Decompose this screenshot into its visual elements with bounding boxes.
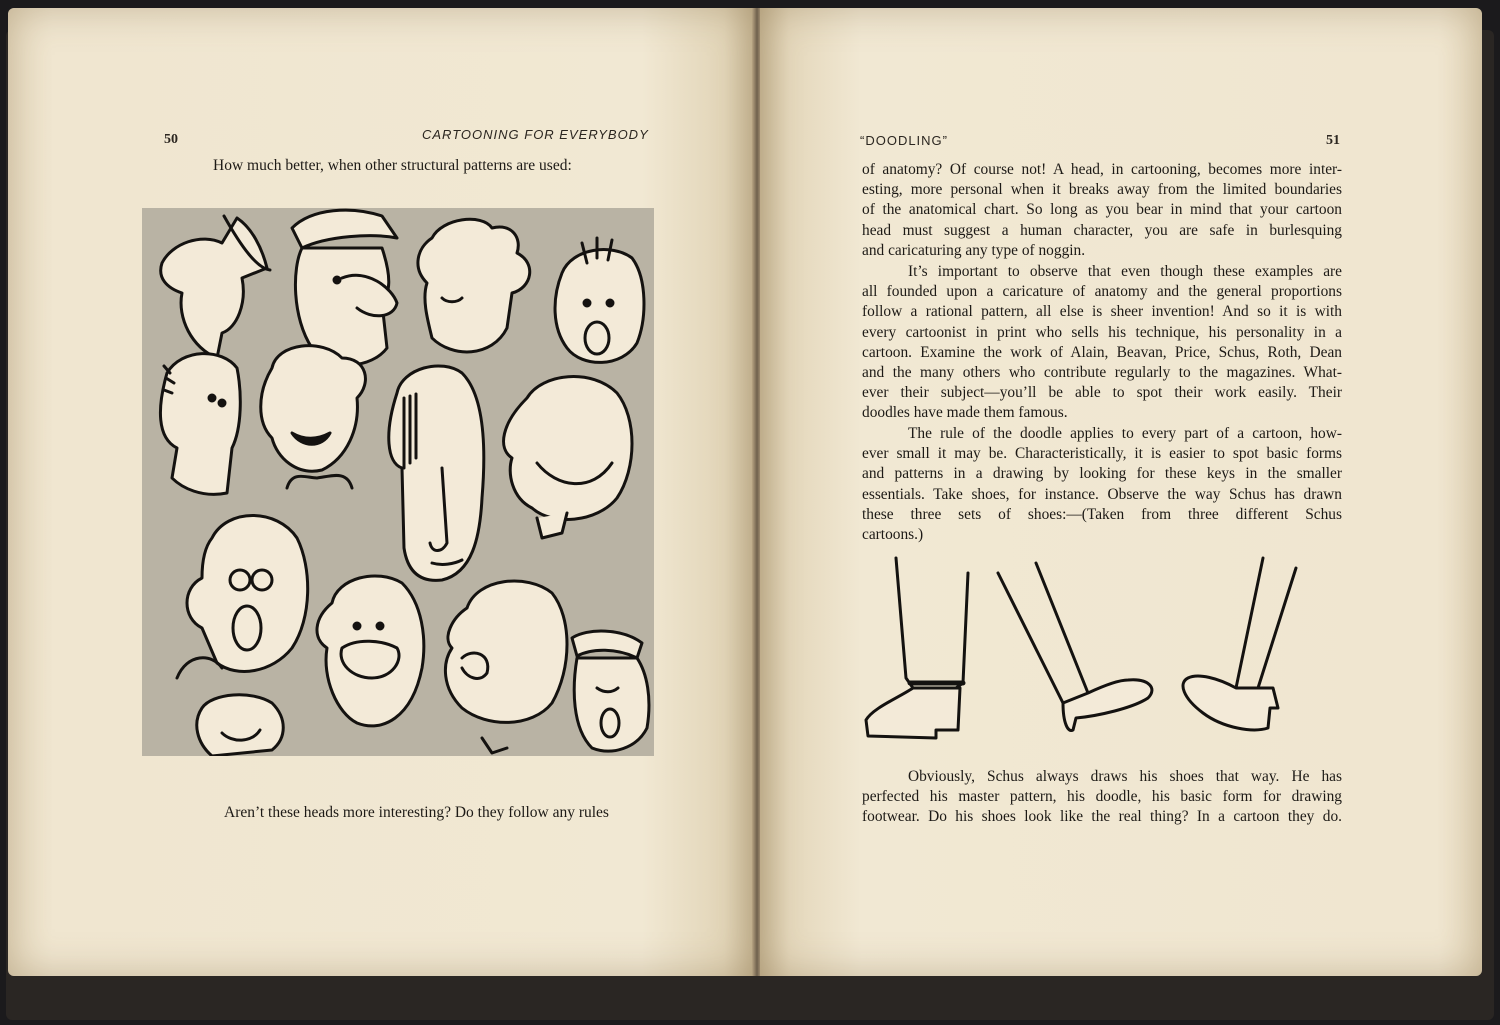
paragraph-4	[862, 767, 1342, 828]
left-closing-line: Aren’t these heads more interesting? Do they follow any rules	[224, 804, 609, 821]
head-profile-hat	[161, 216, 270, 358]
head-woman-curls	[418, 219, 530, 352]
text-line: footwear. Do his shoes look like the real thing? In a cartoon they do.	[862, 808, 1342, 826]
head-girl-smile	[261, 346, 366, 488]
text-line: and caricaturing any type of noggin.	[862, 241, 1086, 259]
text-line: perfected his master pattern, his doodle, his basic form for drawing	[862, 788, 1342, 806]
text-line: cartoons.)	[862, 525, 924, 543]
paragraph-1	[862, 160, 1342, 261]
head-bald-grin	[504, 377, 632, 538]
right-page-number: 51	[1326, 133, 1340, 148]
left-page-number: 50	[164, 132, 178, 147]
head-big-chin	[445, 581, 567, 753]
text-line: ever small it may be. Characteristically, it is easier to spot basic forms	[862, 445, 1342, 463]
text-line: It’s important to observe that even though these examples are	[908, 263, 1342, 280]
text-line: cartoon. Examine the work of Alain, Beavan, Price, Schus, Roth, Dean	[862, 343, 1342, 361]
left-intro-line: How much better, when other structural patterns are used:	[213, 157, 572, 174]
text-line: ever their subject—you’ll be able to spot their work easily. Their	[862, 384, 1342, 402]
head-smiling-small	[197, 695, 283, 756]
head-bristle-profile	[160, 354, 240, 495]
head-round-spiky-hair	[555, 238, 644, 362]
head-bald-surprised	[177, 516, 308, 679]
head-bearded	[317, 576, 424, 726]
head-cap-big-nose	[292, 210, 397, 365]
shoe-set-1	[866, 558, 968, 738]
cartoon-heads-illustration	[142, 208, 654, 756]
right-running-head: “DOODLING”	[860, 133, 948, 148]
text-line: these three sets of shoes:—(Taken from three different Schus	[862, 505, 1342, 523]
shoes-illustration	[858, 548, 1314, 758]
text-line: and the many others who contribute regularly to the magazines. What-	[862, 363, 1342, 381]
text-line: head must suggest a human character, you are safe in burlesquing	[862, 221, 1342, 239]
text-line: Obviously, Schus always draws his shoes that way. He has	[908, 768, 1342, 785]
left-running-head: CARTOONING FOR EVERYBODY	[422, 127, 649, 142]
text-line: of anatomy? Of course not! A head, in cartooning, becomes more inter-	[862, 161, 1342, 178]
head-hat-sleepy	[572, 631, 649, 751]
text-line: follow a rational pattern, all else is sheer invention! And so it is with	[862, 303, 1342, 321]
text-line: esting, more personal when it breaks away from the limited boundaries	[862, 181, 1342, 199]
paragraph-2	[862, 262, 1342, 424]
shoe-set-3	[1183, 558, 1296, 730]
text-line: doodles have made them famous.	[862, 404, 1068, 422]
text-line: and patterns in a drawing by looking for these keys in the smaller	[862, 465, 1342, 483]
text-line: The rule of the doodle applies to every part of a cartoon, how-	[908, 425, 1342, 442]
head-long-face	[389, 366, 484, 580]
shoe-set-2	[998, 563, 1152, 731]
text-line: of the anatomical chart. So long as you bear in mind that your cartoon	[862, 201, 1342, 219]
text-line: every cartoonist in print who sells his technique, his personality in a	[862, 323, 1342, 341]
paragraph-3	[862, 424, 1342, 545]
text-line: all founded upon a caricature of anatomy and the general proportions	[862, 283, 1342, 301]
text-line: essentials. Take shoes, for instance. Observe the way Schus has drawn	[862, 485, 1342, 503]
